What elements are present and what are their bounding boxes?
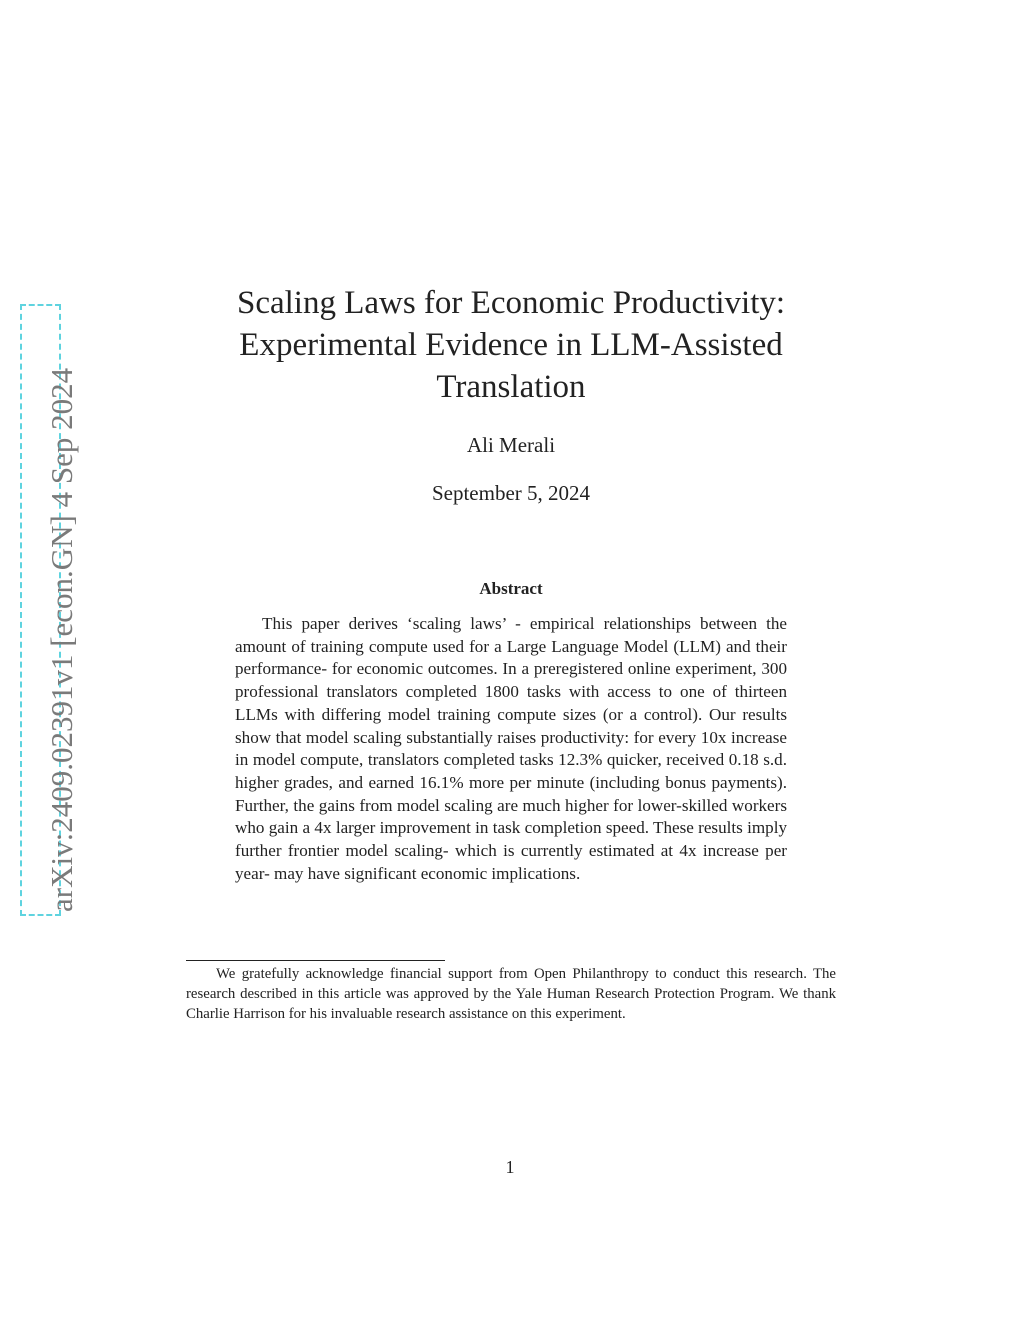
arxiv-stamp-frame bbox=[20, 304, 79, 916]
abstract-text: This paper derives ‘scaling laws’ - empirical relationships between the amount of training compute used for a Large Language Model (LLM) and their performance- for economic outcomes. In a preregistered online experiment, 300 professional translators completed 1800 tasks with access to one of thirteen LLMs with differing model training compute sizes (or a control). Our results show that model scaling substantially raises productivity: for every 10x increase in model compute, translators completed tasks 12.3% quicker, received 0.18 s.d. higher grades, and earned 16.1% more per minute (including bonus payments). Further, the gains from model scaling are much higher for lower-skilled workers who gain a 4x larger improvement in task completion speed. These results imply further frontier model scaling- which is currently estimated at 4x increase per year- may have significant economic implications. bbox=[235, 614, 787, 883]
footnote-rule bbox=[186, 960, 445, 961]
arxiv-identifier[interactable]: arXiv:2409.02391v1 [econ.GN] 4 Sep 2024 bbox=[44, 367, 79, 912]
abstract-heading: Abstract bbox=[479, 579, 543, 598]
paper-title: Scaling Laws for Economic Productivity: Experimental Evidence in LLM-Assisted Translation bbox=[236, 285, 786, 405]
footnote-text: We gratefully acknowledge financial support from Open Philanthropy to conduct this research. The research described in this article was approved by the Yale Human Research Protection Program. We thank Charlie Harrison for his invaluable research assistance on this experiment. bbox=[186, 966, 836, 1022]
author-name: Ali Merali bbox=[466, 433, 556, 457]
page-number: 1 bbox=[505, 1157, 515, 1177]
publication-date: September 5, 2024 bbox=[431, 481, 591, 505]
